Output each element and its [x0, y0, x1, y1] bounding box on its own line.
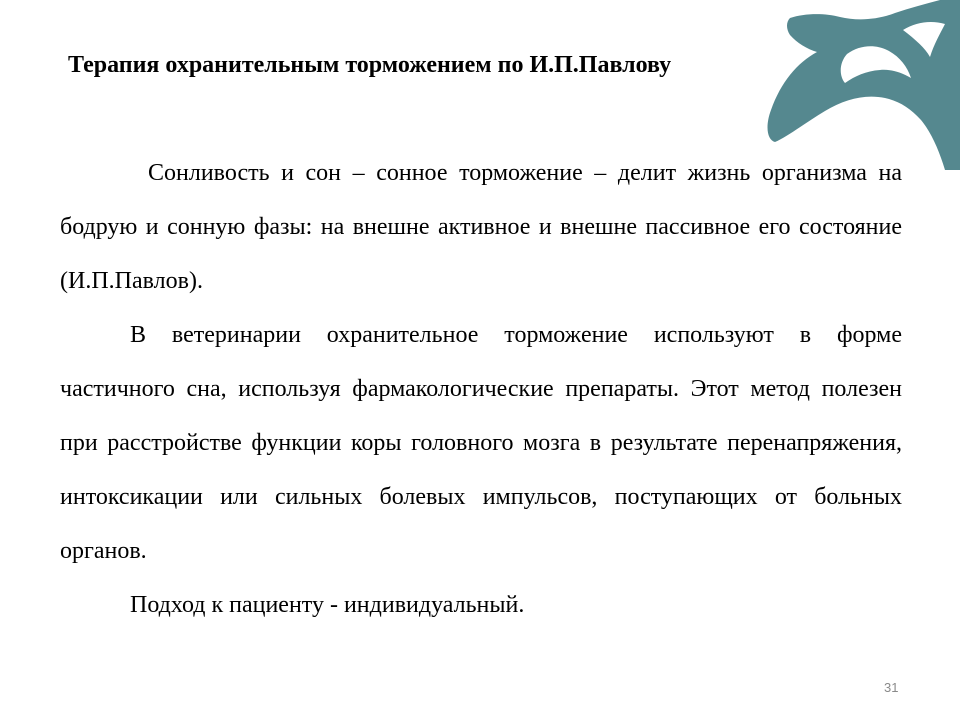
- slide-body: [60, 146, 902, 632]
- slide-title: Терапия охранительным торможением по И.П.Павлову: [68, 52, 672, 78]
- paragraph-veterinary-use: В ветеринарии охранительное торможение используют в форме частичного сна, используя фармакологические препараты. Этот метод полезен при расстройстве функции коры головного мозга в результате перенапряжения, интоксикации или сильных болевых импульсов, поступающих от больных органов.: [60, 322, 902, 564]
- paragraph-sleep-inhibition: Сонливость и сон – сонное торможение – делит жизнь организма на бодрую и сонную фазы: на внешне активное и внешне пассивное его состояние (И.П.Павлов).: [60, 160, 902, 294]
- paragraph-individual-approach: Подход к пациенту - индивидуальный.: [130, 592, 525, 618]
- page-number: 31: [884, 680, 899, 695]
- horse-head-icon: [735, 0, 960, 170]
